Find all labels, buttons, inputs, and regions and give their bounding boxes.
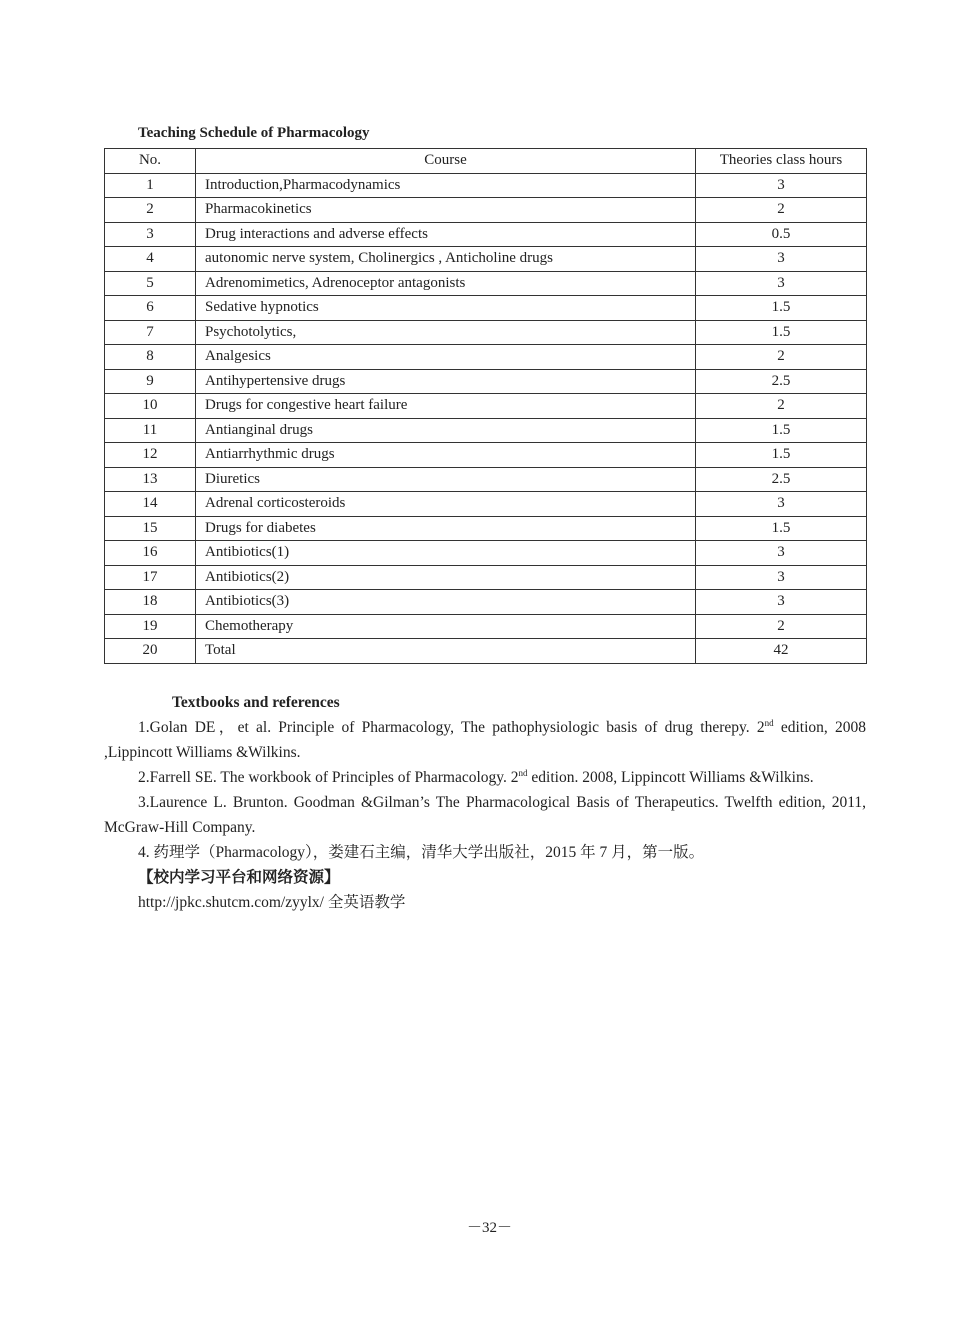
row-hours: 3 bbox=[696, 247, 867, 272]
table-row bbox=[105, 492, 867, 517]
row-course: Antibiotics(2) bbox=[196, 565, 696, 590]
row-hours: 42 bbox=[696, 639, 867, 664]
row-course: Antihypertensive drugs bbox=[196, 369, 696, 394]
table-row bbox=[105, 222, 867, 247]
row-no: 3 bbox=[105, 222, 196, 247]
row-hours: 1.5 bbox=[696, 516, 867, 541]
row-no: 12 bbox=[105, 443, 196, 468]
row-hours: 1.5 bbox=[696, 320, 867, 345]
row-course: Adrenomimetics, Adrenoceptor antagonists bbox=[196, 271, 696, 296]
header-course: Course bbox=[196, 149, 696, 174]
table-row bbox=[105, 247, 867, 272]
row-course: Total bbox=[196, 639, 696, 664]
row-no: 1 bbox=[105, 173, 196, 198]
resources-link[interactable]: http://jpkc.shutcm.com/zyylx/ 全英语教学 bbox=[138, 894, 406, 911]
table-row bbox=[105, 271, 867, 296]
header-no: No. bbox=[105, 149, 196, 174]
row-no: 14 bbox=[105, 492, 196, 517]
row-hours: 1.5 bbox=[696, 296, 867, 321]
table-row bbox=[105, 565, 867, 590]
reference-4: 4. 药理学（Pharmacology），娄建石主编，清华大学出版社，2015 年 7 月，第一版。 bbox=[138, 844, 705, 861]
row-course: Psychotolytics, bbox=[196, 320, 696, 345]
table-row bbox=[105, 639, 867, 664]
table-row bbox=[105, 198, 867, 223]
row-course: Antiarrhythmic drugs bbox=[196, 443, 696, 468]
reference-2: 2.Farrell SE. The workbook of Principles of Pharmacology. 2nd edition. 2008, Lippincott Williams &Wilkins. bbox=[138, 768, 814, 786]
row-no: 13 bbox=[105, 467, 196, 492]
row-course: Antibiotics(3) bbox=[196, 590, 696, 615]
row-course: Drugs for congestive heart failure bbox=[196, 394, 696, 419]
table-row bbox=[105, 296, 867, 321]
table-row bbox=[105, 516, 867, 541]
row-hours: 2 bbox=[696, 198, 867, 223]
table-body bbox=[105, 173, 867, 663]
row-course: Antibiotics(1) bbox=[196, 541, 696, 566]
row-course: Sedative hypnotics bbox=[196, 296, 696, 321]
schedule-table bbox=[104, 148, 867, 664]
row-course: Introduction,Pharmacodynamics bbox=[196, 173, 696, 198]
row-hours: 3 bbox=[696, 492, 867, 517]
row-no: 17 bbox=[105, 565, 196, 590]
table-row bbox=[105, 467, 867, 492]
row-course: autonomic nerve system, Cholinergics , Anticholine drugs bbox=[196, 247, 696, 272]
row-hours: 3 bbox=[696, 271, 867, 296]
references-heading: Textbooks and references bbox=[172, 694, 340, 711]
row-no: 2 bbox=[105, 198, 196, 223]
table-header-row bbox=[105, 149, 867, 174]
row-no: 19 bbox=[105, 614, 196, 639]
header-hours: Theories class hours bbox=[696, 149, 867, 174]
table-row bbox=[105, 369, 867, 394]
row-course: Chemotherapy bbox=[196, 614, 696, 639]
resources-heading: 【校内学习平台和网络资源】 bbox=[138, 869, 340, 886]
row-hours: 2 bbox=[696, 614, 867, 639]
row-no: 10 bbox=[105, 394, 196, 419]
row-hours: 2 bbox=[696, 345, 867, 370]
row-course: Antianginal drugs bbox=[196, 418, 696, 443]
row-no: 20 bbox=[105, 639, 196, 664]
row-no: 9 bbox=[105, 369, 196, 394]
row-no: 15 bbox=[105, 516, 196, 541]
row-course: Drugs for diabetes bbox=[196, 516, 696, 541]
row-hours: 3 bbox=[696, 173, 867, 198]
row-no: 7 bbox=[105, 320, 196, 345]
table-row bbox=[105, 418, 867, 443]
row-hours: 1.5 bbox=[696, 443, 867, 468]
row-no: 5 bbox=[105, 271, 196, 296]
row-course: Adrenal corticosteroids bbox=[196, 492, 696, 517]
reference-1: 1.Golan DE，et al. Principle of Pharmacology, The pathophysiologic basis of drug therepy. 2nd edition, 2008 ,Lippincott Williams &Wilkins. bbox=[104, 718, 866, 761]
page-number: －32－ bbox=[466, 1220, 512, 1236]
row-course: Diuretics bbox=[196, 467, 696, 492]
row-no: 8 bbox=[105, 345, 196, 370]
row-hours: 3 bbox=[696, 565, 867, 590]
table-title: Teaching Schedule of Pharmacology bbox=[138, 125, 370, 141]
table-row bbox=[105, 394, 867, 419]
table-row bbox=[105, 345, 867, 370]
table-row bbox=[105, 614, 867, 639]
table-row bbox=[105, 541, 867, 566]
references-section bbox=[104, 690, 866, 915]
row-no: 4 bbox=[105, 247, 196, 272]
row-no: 16 bbox=[105, 541, 196, 566]
table-row bbox=[105, 590, 867, 615]
row-hours: 2.5 bbox=[696, 369, 867, 394]
table-row bbox=[105, 173, 867, 198]
row-course: Pharmacokinetics bbox=[196, 198, 696, 223]
row-course: Analgesics bbox=[196, 345, 696, 370]
table-row bbox=[105, 320, 867, 345]
row-no: 18 bbox=[105, 590, 196, 615]
row-hours: 2.5 bbox=[696, 467, 867, 492]
row-hours: 3 bbox=[696, 590, 867, 615]
row-hours: 1.5 bbox=[696, 418, 867, 443]
row-hours: 3 bbox=[696, 541, 867, 566]
row-no: 11 bbox=[105, 418, 196, 443]
row-hours: 2 bbox=[696, 394, 867, 419]
row-no: 6 bbox=[105, 296, 196, 321]
table-row bbox=[105, 443, 867, 468]
reference-3: 3.Laurence L. Brunton. Goodman &Gilman’s The Pharmacological Basis of Therapeutics. Twelfth edition, 2011, McGraw-Hill Company. bbox=[104, 794, 866, 836]
row-course: Drug interactions and adverse effects bbox=[196, 222, 696, 247]
row-hours: 0.5 bbox=[696, 222, 867, 247]
